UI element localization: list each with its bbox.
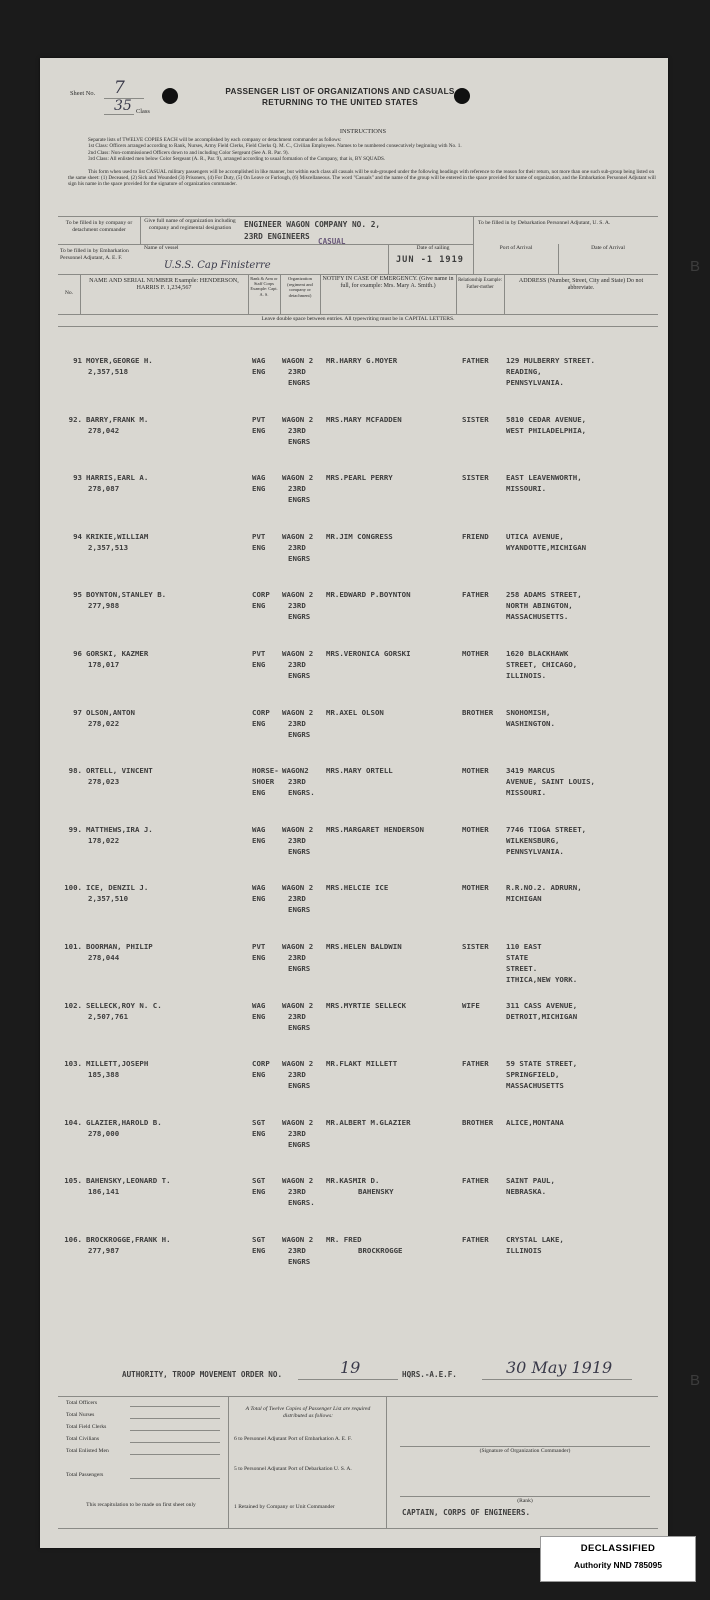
entry-org-line-3: ENGRS. <box>288 788 315 798</box>
entry-notify: MR. FRED <box>326 1235 362 1244</box>
class-number: 35 <box>114 98 132 114</box>
entry-name: MILLETT,JOSEPH <box>86 1059 149 1069</box>
entry-org: WAGON 2 <box>282 707 314 717</box>
entry-serial: 278,044 <box>88 953 120 962</box>
entry-serial: 277,988 <box>88 601 120 611</box>
entry-notify: MR.JIM CONGRESS <box>326 531 393 541</box>
entry-address-line-2: STATE <box>506 953 529 962</box>
entry-address-line-2: WILKENSBURG, <box>506 835 560 845</box>
entry-rank-line-2: ENG <box>252 894 266 904</box>
total-label: Total Enlisted Men <box>66 1448 109 1454</box>
entry-relationship: MOTHER <box>462 883 489 893</box>
entry-relationship: FATHER <box>462 590 489 600</box>
entry-org-line-3: ENGRS <box>288 553 311 563</box>
entry-address-line-3: ILLINOIS. <box>506 671 547 680</box>
entry-org: WAGON 2 <box>282 414 314 424</box>
entry-rank: WAG <box>252 356 266 365</box>
entry-org-line-2: 23RD <box>288 425 306 435</box>
entry-address-line-2: STREET, CHICAGO, <box>506 660 578 669</box>
entry-serial: 185,388 <box>88 1070 120 1080</box>
entry-org: WAGON 2 <box>282 1117 314 1127</box>
col-no-header: No. <box>64 290 74 296</box>
total-label: Total Civilians <box>66 1436 100 1442</box>
entry-org: WAGON 2 <box>282 1000 314 1010</box>
entry-address-line-1: EAST LEAVENWORTH, <box>506 473 582 483</box>
entry-rank: PVT <box>252 649 266 658</box>
entry-serial: 2,357,513 <box>88 542 129 552</box>
entry-org-line-2: 23RD <box>288 484 306 494</box>
typing-note: Leave double space between entries. All typewriting must be in CAPITAL LETTERS. <box>261 316 455 322</box>
entry-address-line-3: MISSOURI. <box>506 788 547 798</box>
entry-rank: SGT <box>252 1117 266 1127</box>
entry-rank-line-2: ENG <box>252 425 266 435</box>
passenger-row <box>58 1235 658 1295</box>
instructions-heading: INSTRUCTIONS <box>339 128 387 135</box>
entry-number: 101. <box>64 942 82 951</box>
entry-name: MOYER,GEORGE H. <box>86 356 153 365</box>
entry-org-line-2: 23RD <box>288 953 306 962</box>
entry-relationship: FRIEND <box>462 531 489 541</box>
passenger-row <box>58 356 658 416</box>
entry-notify-line-2: BAHENSKY <box>358 1187 394 1197</box>
entry-relationship: BROTHER <box>462 707 494 717</box>
passenger-row <box>58 1001 658 1061</box>
entry-address-line-1: 129 MULBERRY STREET. <box>506 356 595 365</box>
entry-notify: MRS.HELEN BALDWIN <box>326 942 402 951</box>
org-name-typed: ENGINEER WAGON COMPANY NO. 2, <box>244 220 381 229</box>
entry-rank: PVT <box>252 531 266 541</box>
entry-number: 103. <box>64 1059 82 1069</box>
entry-org-line-2: 23RD <box>288 718 306 728</box>
date-arrival-label: Date of Arrival <box>591 245 625 251</box>
entry-rank-line-2: ENG <box>252 601 266 611</box>
entry-name: BOORMAN, PHILIP <box>86 942 153 951</box>
entry-org-line-3: ENGRS <box>288 846 311 856</box>
entry-org-line-3: ENGRS <box>288 964 311 973</box>
entry-address-line-1: 5810 CEDAR AVENUE, <box>506 414 587 424</box>
entry-org-line-2: 23RD <box>288 1246 306 1255</box>
order-number: 19 <box>340 1358 361 1377</box>
punch-hole <box>162 88 178 104</box>
entry-number: 105. <box>64 1176 82 1186</box>
entry-notify-line-2: BROCKROGGE <box>358 1246 403 1255</box>
passenger-row <box>58 415 658 475</box>
entry-rank: WAG <box>252 824 266 834</box>
entry-name: BAHENSKY,LEONARD T. <box>86 1176 171 1186</box>
distribution-item-3: 1 Retained by Company or Unit Commander <box>234 1504 335 1510</box>
instructions-p2: This form when used to list CASUAL military passengers will be accomplished in like manner, but within each class all casuals will be sub-grouped under the following headings with reference to the reason for their return, not more than one such sub-group being listed on the same sheet: (1) Deceased, (2) Sick and Wounded (3) Prisoners, (4) For Duty, (5) On Leave or Furlough, (6) Miscellaneous. The word "Casuals" and the name of the group will be entered in the space provided for name of organization, and the Embarkation Personnel Adjutant will sign his name in the space provided for the signature of organization commander. <box>68 168 656 188</box>
col-notify-header: NOTIFY IN CASE OF EMERGENCY. (Give name in full, for example: Mrs. Mary A. Smith.) <box>322 276 454 289</box>
entry-relationship: SISTER <box>462 942 489 951</box>
entry-address-line-3: PENNSYLVANIA. <box>506 846 564 856</box>
entry-org-line-3: ENGRS <box>288 436 311 446</box>
entry-relationship: SISTER <box>462 414 489 424</box>
filled-by-debark-label: To be filled in by Debarkation Personnel Adjutant, U. S. A. <box>478 220 611 226</box>
date-sailing-label: Date of sailing <box>416 245 450 251</box>
entry-org-line-2: 23RD <box>288 1070 306 1080</box>
entry-rank: WAG <box>252 883 266 893</box>
signature-label: (Signature of Organization Commander) <box>479 1448 571 1454</box>
entry-relationship: MOTHER <box>462 824 489 834</box>
entry-notify: MR.EDWARD P.BOYNTON <box>326 590 411 600</box>
entry-org-line-2: 23RD <box>288 1187 306 1197</box>
ghost-letter: B <box>690 1372 701 1389</box>
entry-org: WAGON 2 <box>282 473 314 483</box>
entry-rank-line-2: ENG <box>252 1011 266 1021</box>
entry-number: 94 <box>73 531 82 541</box>
total-label: Total Field Clerks <box>66 1424 107 1430</box>
entry-org: WAGON 2 <box>282 531 314 541</box>
entry-address-line-2: DETROIT,MICHIGAN <box>506 1011 578 1021</box>
distribution-title: A Total of Twelve Copies of Passenger List are required distributed as follows: <box>245 1406 371 1419</box>
entry-address-line-2: MICHIGAN <box>506 894 542 904</box>
entry-org-line-2: 23RD <box>288 601 306 611</box>
entry-address-line-2: SPRINGFIELD, <box>506 1070 560 1080</box>
entry-relationship: WIFE <box>462 1000 480 1010</box>
ghost-letter: B <box>690 258 701 275</box>
entry-notify: MR.FLAKT MILLETT <box>326 1059 398 1069</box>
instructions-class3: 3rd Class: All enlisted men below Color Sergeant (A. R., Par. 9), arranged according to usual formation of the Company, that is, BY SQUADS. <box>88 156 386 163</box>
entry-notify: MRS.VERONICA GORSKI <box>326 649 411 658</box>
entry-relationship: FATHER <box>462 1235 489 1244</box>
entry-org: WAGON 2 <box>282 1235 314 1244</box>
entry-name: MATTHEWS,IRA J. <box>86 824 153 834</box>
distribution-item-2: 5 to Personnel Adjutant Port of Debarkation U. S. A. <box>234 1466 352 1472</box>
entry-org-line-3: ENGRS <box>288 905 311 915</box>
entry-address-line-1: CRYSTAL LAKE, <box>506 1235 564 1244</box>
entry-number: 102. <box>64 1000 82 1010</box>
entry-address-line-1: 59 STATE STREET, <box>506 1059 578 1069</box>
rank-typed: CAPTAIN, CORPS OF ENGINEERS. <box>402 1508 531 1517</box>
passenger-row <box>58 590 658 650</box>
regiment-typed: 23RD ENGINEERS <box>244 232 310 241</box>
entry-rank-line-2: ENG <box>252 484 266 494</box>
entry-address-line-1: 7746 TIOGA STREET, <box>506 824 587 834</box>
passenger-row <box>58 942 658 1002</box>
passenger-row <box>58 1118 658 1178</box>
entry-org-line-3: ENGRS <box>288 1022 311 1032</box>
entry-serial: 186,141 <box>88 1187 120 1197</box>
entry-number: 97 <box>73 707 82 717</box>
hqrs-text: HQRS.-A.E.F. <box>402 1370 457 1379</box>
rank-label: (Rank) <box>517 1498 533 1504</box>
vessel-label: Name of vessel <box>144 245 179 251</box>
passenger-row <box>58 532 658 592</box>
entry-notify: MRS.PEARL PERRY <box>326 473 393 483</box>
entry-relationship: BROTHER <box>462 1117 494 1127</box>
entry-address-line-3: MASSACHUSETTS <box>506 1081 564 1091</box>
col-rel-header: Relationship Example: Father-mother <box>458 278 502 290</box>
entry-org: WAGON 2 <box>282 942 314 951</box>
stamp-line-1: DECLASSIFIED <box>580 1543 656 1554</box>
entry-address-line-4: ITHICA,NEW YORK. <box>506 975 578 984</box>
entry-number: 100. <box>64 883 82 893</box>
entry-notify: MRS.HELCIE ICE <box>326 883 389 893</box>
instructions-class1: 1st Class: Officers arranged according to Rank, Nurses, Army Field Clerks, Field Clerks Q. M. C., Civilian Employees. Names to be numbered consecutively beginning with No. 1. <box>88 143 462 150</box>
entry-org-line-2: 23RD <box>288 660 306 669</box>
date-sailing-value: JUN -1 1919 <box>396 255 464 265</box>
entry-name: SELLECK,ROY N. C. <box>86 1000 162 1010</box>
sheet-label: Sheet No. <box>70 90 96 97</box>
entry-address-line-3: MASSACHUSETTS. <box>506 612 569 622</box>
entry-relationship: FATHER <box>462 1059 489 1069</box>
entry-address-line-1: ALICE,MONTANA <box>506 1117 564 1127</box>
filled-by-company-label: To be filled in by company or detachment commander <box>65 220 133 233</box>
instructions-block <box>68 128 658 188</box>
entry-org-line-2: 23RD <box>288 1128 306 1138</box>
entry-rank-line-2: ENG <box>252 367 266 376</box>
entry-serial: 278,000 <box>88 1128 120 1138</box>
entry-rank: PVT <box>252 942 266 951</box>
stamp-line-2: Authority NND 785095 <box>574 1560 662 1570</box>
entry-rank-line-2: ENG <box>252 953 266 962</box>
entry-org-line-3: ENGRS <box>288 612 311 622</box>
entry-relationship: SISTER <box>462 473 489 483</box>
entry-address-line-2: NORTH ABINGTON, <box>506 601 573 611</box>
entry-rank-line-2: ENG <box>252 1187 266 1197</box>
entry-org: WAGON 2 <box>282 649 314 658</box>
entry-notify: MRS.MYRTIE SELLECK <box>326 1000 407 1010</box>
entry-address-line-1: R.R.NO.2. ADRURN, <box>506 883 582 893</box>
entry-org: WAGON 2 <box>282 590 314 600</box>
entry-rank: PVT <box>252 414 266 424</box>
entry-notify: MRS.MARGARET HENDERSON <box>326 824 424 834</box>
entry-org-line-2: 23RD <box>288 777 306 787</box>
entry-rank-line-2: ENG <box>252 1246 266 1255</box>
entry-org-line-2: 23RD <box>288 835 306 845</box>
entry-rank: SGT <box>252 1176 266 1186</box>
entry-rank: CORP <box>252 590 270 600</box>
entry-address-line-3: PENNSYLVANIA. <box>506 378 564 387</box>
entry-number: 99. <box>68 824 82 834</box>
entry-notify: MRS.MARY ORTELL <box>326 766 393 776</box>
passenger-row <box>58 649 658 709</box>
entry-rank: WAG <box>252 1000 266 1010</box>
recap-note: This recapitulation to be made on first sheet only <box>86 1502 196 1508</box>
total-label: Total Officers <box>66 1400 98 1406</box>
entry-relationship: FATHER <box>462 356 489 365</box>
entry-address-line-1: UTICA AVENUE, <box>506 531 564 541</box>
header-box <box>58 216 658 328</box>
passenger-row <box>58 825 658 885</box>
entry-address-line-2: READING, <box>506 367 542 376</box>
entry-rank-line-2: ENG <box>252 718 266 728</box>
passenger-row <box>58 766 658 826</box>
entry-name: KRIKIE,WILLIAM <box>86 531 149 541</box>
entry-org-line-3: ENGRS <box>288 378 311 387</box>
entry-address-line-2: WASHINGTON. <box>506 718 555 728</box>
entry-address-line-3: STREET. <box>506 964 538 973</box>
entry-rank-line-2: SHOER <box>252 777 275 787</box>
entry-number: 98. <box>68 766 82 776</box>
entry-rank-line-2: ENG <box>252 660 266 669</box>
entry-name: ICE, DENZIL J. <box>86 883 149 893</box>
entry-org-line-3: ENGRS <box>288 1257 311 1266</box>
authority-date: 30 May 1919 <box>506 1358 613 1377</box>
entry-address-line-1: 3419 MARCUS <box>506 766 555 776</box>
entry-rank: HORSE- <box>252 766 279 776</box>
entry-rank-line-2: ENG <box>252 835 266 845</box>
entry-serial: 178,017 <box>88 660 120 669</box>
entry-name: GLAZIER,HAROLD B. <box>86 1117 162 1127</box>
title-line-1: PASSENGER LIST OF ORGANIZATIONS AND CASUALS <box>225 87 455 96</box>
entry-address-line-2: WYANDOTTE,MICHIGAN <box>506 542 587 552</box>
entry-address-line-1: SAINT PAUL, <box>506 1176 555 1186</box>
entry-number: 104. <box>64 1117 82 1127</box>
entry-serial: 2,507,761 <box>88 1011 129 1021</box>
passenger-row <box>58 473 658 533</box>
entry-address-line-1: 1620 BLACKHAWK <box>506 649 569 658</box>
entry-name: OLSON,ANTON <box>86 707 135 717</box>
filled-by-embark-label: To be filled in by Embarkation Personnel Adjutant, A. E. F. <box>60 248 129 261</box>
entry-number: 93 <box>73 473 82 483</box>
entry-name: BROCKROGGE,FRANK H. <box>86 1235 171 1244</box>
entry-relationship: MOTHER <box>462 649 489 658</box>
entry-address-line-1: 110 EAST <box>506 942 542 951</box>
entry-address-line-2: ILLINOIS <box>506 1246 542 1255</box>
entry-rank-line-2: ENG <box>252 542 266 552</box>
total-label: Total Passengers <box>66 1472 104 1478</box>
entry-rank-line-3: ENG <box>252 788 266 798</box>
entry-serial: 278,022 <box>88 718 120 728</box>
entry-org-line-3: ENGRS. <box>288 1198 315 1208</box>
entry-notify: MR.KASMIR D. <box>326 1176 380 1186</box>
entry-rank-line-2: ENG <box>252 1070 266 1080</box>
entry-rank-line-2: ENG <box>252 1128 266 1138</box>
entry-serial: 278,087 <box>88 484 120 494</box>
entry-serial: 278,042 <box>88 425 120 435</box>
col-name-header: NAME AND SERIAL NUMBER Example: HENDERSON, HARRIS F. 1,234,567 <box>89 277 239 291</box>
col-org-header: Organization (regiment and company or detachment) <box>287 276 313 298</box>
entry-notify: MRS.MARY MCFADDEN <box>326 414 402 424</box>
entry-org-line-3: ENGRS <box>288 1081 311 1091</box>
entry-number: 92. <box>68 414 82 424</box>
instructions-class2: 2nd Class: Non-commissioned Officers down to and including Color Sergeant (See A. R. Par. 9). <box>88 149 289 156</box>
entry-org-line-3: ENGRS <box>288 495 311 505</box>
passenger-row <box>58 883 658 943</box>
declassified-stamp <box>540 1536 696 1582</box>
entry-number: 95 <box>73 590 82 600</box>
casual-stamp: CASUAL <box>318 237 346 246</box>
give-full-name-label: Give full name of organization including company and regimental designation <box>144 218 236 231</box>
entry-relationship: MOTHER <box>462 766 489 776</box>
entry-org-line-3: ENGRS <box>288 1139 311 1149</box>
entry-number: 106. <box>64 1235 82 1244</box>
entry-name: ORTELL, VINCENT <box>86 766 153 776</box>
entry-address-line-2: AVENUE, SAINT LOUIS, <box>506 777 595 787</box>
entry-org-line-2: 23RD <box>288 1011 306 1021</box>
entry-serial: 278,023 <box>88 777 120 787</box>
col-rank-header: Rank & Arm or Staff Corps Example: Capt. A. S. <box>250 276 278 297</box>
entry-serial: 2,357,518 <box>88 367 129 376</box>
entry-name: HARRIS,EARL A. <box>86 473 149 483</box>
entry-org: WAGON2 <box>282 766 309 776</box>
entry-address-line-2: MISSOURI. <box>506 484 547 494</box>
entry-number: 96 <box>73 649 82 658</box>
entry-rank: CORP <box>252 1059 270 1069</box>
distribution-item-1: 6 to Personnel Adjutant Port of Embarkation A. E. F. <box>234 1436 352 1442</box>
entry-notify: MR.ALBERT M.GLAZIER <box>326 1117 411 1127</box>
entry-serial: 2,357,510 <box>88 894 129 904</box>
entry-org-line-2: 23RD <box>288 367 306 376</box>
vessel-handwritten: U.S.S. Cap Finisterre <box>164 260 271 271</box>
col-address-header: ADDRESS (Number, Street, City and State) Do not abbreviate. <box>518 278 644 291</box>
passenger-row <box>58 708 658 768</box>
entry-serial: 178,022 <box>88 835 120 845</box>
title-line-2: RETURNING TO THE UNITED STATES <box>262 98 418 107</box>
entry-address-line-1: 311 CASS AVENUE, <box>506 1000 578 1010</box>
entry-serial: 277,987 <box>88 1246 120 1255</box>
port-arrival-label: Port of Arrival <box>499 245 533 251</box>
entry-address-line-1: SNOHOMISH, <box>506 707 551 717</box>
entry-org: WAGON 2 <box>282 883 314 893</box>
entry-org: WAGON 2 <box>282 1176 314 1186</box>
entry-org: WAGON 2 <box>282 824 314 834</box>
entry-address-line-2: NEBRASKA. <box>506 1187 547 1197</box>
sheet-number: 7 <box>114 78 125 98</box>
entry-org-line-2: 23RD <box>288 894 306 904</box>
entry-name: GORSKI, KAZMER <box>86 649 149 658</box>
entry-notify: MR.AXEL OLSON <box>326 707 384 717</box>
entry-org: WAGON 2 <box>282 1059 314 1069</box>
entry-org: WAGON 2 <box>282 356 314 365</box>
instructions-p1: Separate lists of TWELVE COPIES EACH will be accomplished by each company or detachment commander as follows: <box>88 137 342 143</box>
authority-text: AUTHORITY, TROOP MOVEMENT ORDER NO. <box>122 1370 283 1379</box>
passenger-list-sheet <box>40 58 668 1548</box>
passenger-row <box>58 1176 658 1236</box>
total-label: Total Nurses <box>66 1412 95 1418</box>
form-title <box>190 86 490 108</box>
entry-address-line-2: WEST PHILADELPHIA, <box>506 425 587 435</box>
passenger-row <box>58 1059 658 1119</box>
class-label: Class <box>136 108 150 115</box>
entry-org-line-3: ENGRS <box>288 671 311 680</box>
entry-org-line-3: ENGRS <box>288 729 311 739</box>
entry-org-line-2: 23RD <box>288 542 306 552</box>
entry-relationship: FATHER <box>462 1176 489 1186</box>
entry-name: BOYNTON,STANLEY B. <box>86 590 167 600</box>
entry-rank: CORP <box>252 707 270 717</box>
entry-number: 91 <box>73 356 82 365</box>
entry-rank: SGT <box>252 1235 266 1244</box>
entry-notify: MR.HARRY G.MOYER <box>326 356 398 365</box>
entry-rank: WAG <box>252 473 266 483</box>
entry-address-line-1: 258 ADAMS STREET, <box>506 590 582 600</box>
entry-name: BARRY,FRANK M. <box>86 414 149 424</box>
